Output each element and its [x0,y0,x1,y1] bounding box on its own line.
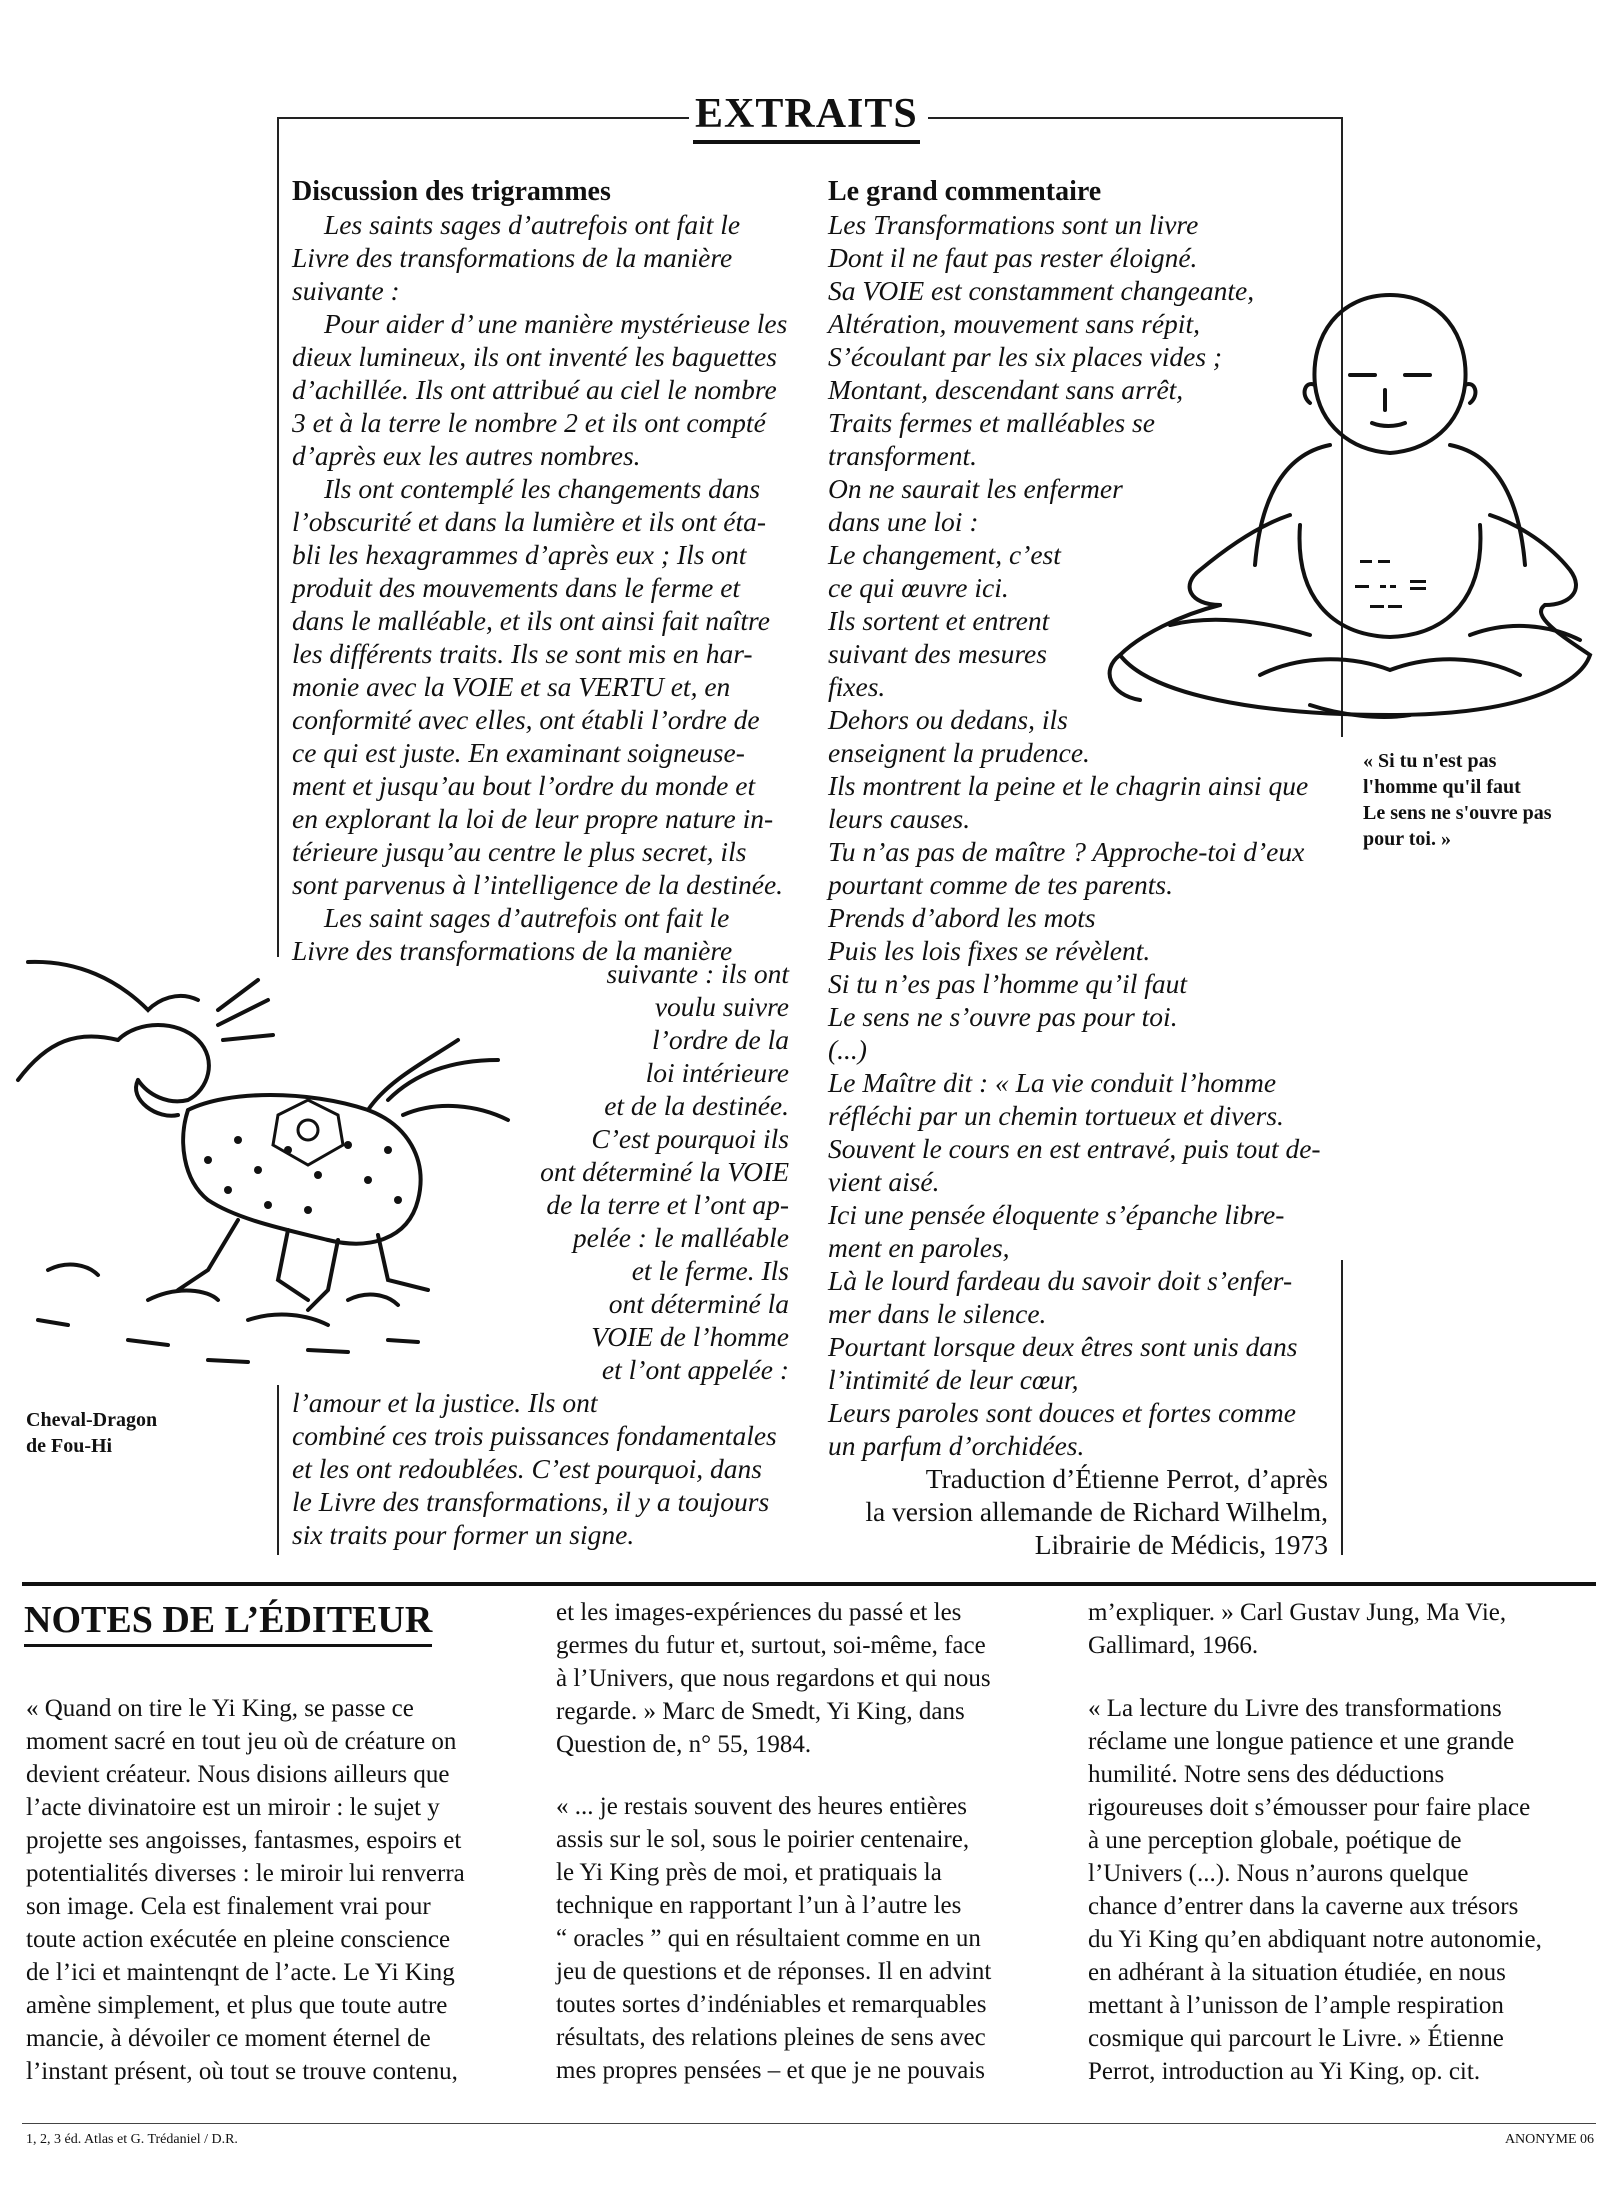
footer-credits: 1, 2, 3 éd. Atlas et G. Trédaniel / D.R. [26,2132,238,2147]
dragon-horse-illustration [8,940,528,1400]
footer-page-label: ANONYME 06 [1504,2132,1594,2147]
notes-column-1 [26,1692,526,2088]
left-text-line: loi intérieure [645,1057,789,1088]
right-text-line: Traits fermes et malléables se [828,407,1155,438]
notes-text-line: à l’Univers, que nous regardons et qui nous [556,1665,991,1692]
left-text-line: dans le malléable, et ils ont ainsi fait naître [292,605,770,636]
left-text-line: suivante : ils ont [606,958,789,989]
notes-text-line: mes propres pensées – et que je ne pouvais [556,2057,986,2084]
left-text-line: sont parvenus à l’intelligence de la destinée. [292,869,784,900]
right-text-line: Le changement, c’est [828,539,1061,570]
notes-text-line: l’acte divinatoire est un miroir : le sujet y [26,1794,440,1821]
notes-text-line: Perrot, introduction au Yi King, op. cit. [1088,2058,1481,2085]
right-text-line: leurs causes. [828,803,971,834]
notes-text-line: et les images-expériences du passé et les [556,1599,962,1626]
notes-text-line: « La lecture du Livre des transformations [1088,1695,1502,1722]
right-text-line: Sa VOIE est constamment changeante, [828,275,1255,306]
left-text-line: Les saints sages d’autrefois ont fait le [324,209,741,240]
left-text-line: l’amour et la justice. Ils ont [292,1387,598,1418]
notes-text-line: toutes sortes d’indéniables et remarquables [556,1991,987,2018]
left-heading: Discussion des trigrammes [292,176,611,207]
notes-text-line: technique en rapportant l’un à l’autre les [556,1892,962,1919]
caption-sage-line-4: pour toi. » [1363,828,1451,850]
left-text-line: le Livre des transformations, il y a toujours [292,1486,770,1517]
right-text-line: enseignent la prudence. [828,737,1090,768]
notes-text-line: mancie, à dévoiler ce moment éternel de [26,2025,431,2052]
left-text-line: Les saint sages d’autrefois ont fait le [324,902,730,933]
left-text-line: voulu suivre [654,991,789,1022]
left-text-line: VOIE de l’homme [591,1321,789,1352]
right-text-line: transforment. [828,440,977,471]
notes-title: NOTES DE L’ÉDITEUR [24,1598,432,1647]
right-heading: Le grand commentaire [828,176,1102,207]
frame-top-left [277,117,689,119]
notes-text-line: l’instant présent, où tout se trouve contenu, [26,2058,458,2085]
caption-sage [1363,748,1552,852]
credit-line: Traduction d’Étienne Perrot, d’après [925,1463,1328,1494]
right-text-line: Souvent le cours en est entravé, puis tout de- [828,1133,1321,1164]
notes-text-line: en adhérant à la situation étudiée, en nous [1088,1959,1506,1986]
left-text-line: ont déterminé la [608,1288,789,1319]
right-text-line: Leurs paroles sont douces et fortes comme [828,1397,1296,1428]
notes-text-line: « Quand on tire le Yi King, se passe ce [26,1695,414,1722]
left-text-line: Livre des transformations de la manière [292,242,733,273]
left-text-line: 3 et à la terre le nombre 2 et ils ont compté [292,407,766,438]
right-text-line: S’écoulant par les six places vides ; [828,341,1223,372]
left-text-line: suivante : [292,275,400,306]
notes-text-line: regarde. » Marc de Smedt, Yi King, dans [556,1698,965,1725]
section-title-extraits: EXTRAITS [693,92,920,144]
right-text-line: ce qui œuvre ici. [828,572,1009,603]
left-text-line: ment et jusqu’au bout l’ordre du monde et [292,770,756,801]
notes-text-line: le Yi King près de moi, et pratiquais la [556,1859,942,1886]
notes-text-line: “ oracles ” qui en résultaient comme en un [556,1925,981,1952]
notes-column-2a [556,1596,1056,1761]
right-text-line: Montant, descendant sans arrêt, [828,374,1184,405]
frame-left-bottom [277,1385,279,1555]
caption-dragon-line-2: de Fou-Hi [26,1435,113,1457]
notes-text-line: à une perception globale, poétique de [1088,1827,1462,1854]
frame-top-right [928,117,1343,119]
notes-text-line: moment sacré en tout jeu où de créature on [26,1728,457,1755]
left-text-line: dieux lumineux, ils ont inventé les baguettes [292,341,777,372]
notes-text-line: toute action exécutée en pleine conscience [26,1926,451,1953]
notes-text-line: potentialités diverses : le miroir lui renverra [26,1860,465,1887]
notes-text-line: son image. Cela est finalement vrai pour [26,1893,431,1920]
left-text-line: Ils ont contemplé les changements dans [324,473,761,504]
notes-column-2b [556,1790,1056,2087]
left-text-line: six traits pour former un signe. [292,1519,635,1550]
left-text-line: de la terre et l’ont ap- [546,1189,789,1220]
left-text-line: Livre des transformations de la manière [292,935,733,966]
right-text-line: Le sens ne s’ouvre pas pour toi. [828,1001,1178,1032]
notes-text-line: du Yi King qu’en abdiquant notre autonomie, [1088,1926,1542,1953]
notes-column-3b [1088,1692,1588,2088]
right-text-line: fixes. [828,671,886,702]
left-text-line: et les ont redoublées. C’est pourquoi, dans [292,1453,762,1484]
right-text-line: Ils sortent et entrent [828,605,1050,636]
right-text-line: On ne saurait les enfermer [828,473,1123,504]
left-text-line: et l’ont appelée : [601,1354,789,1385]
notes-text-line: mettant à l’unisson de l’ample respiration [1088,1992,1504,2019]
right-text-line: Là le lourd fardeau du savoir doit s’enfer- [828,1265,1293,1296]
left-text-line: l’obscurité et dans la lumière et ils ont éta- [292,506,767,537]
credit-line: Librairie de Médicis, 1973 [1034,1529,1328,1560]
right-text-line: Dont il ne faut pas rester éloigné. [828,242,1198,273]
notes-text-line: jeu de questions et de réponses. Il en advint [556,1958,992,1985]
right-text-line: ment en paroles, [828,1232,1010,1263]
left-column [292,175,792,967]
left-text-line: bli les hexagrammes d’après eux ; Ils ont [292,539,747,570]
right-text-line: réfléchi par un chemin tortueux et divers. [828,1100,1284,1131]
credit-line: la version allemande de Richard Wilhelm, [865,1496,1328,1527]
frame-left [277,117,279,957]
left-text-line: monie avec la VOIE et sa VERTU et, en [292,671,731,702]
left-text-line: C’est pourquoi ils [591,1123,789,1154]
left-text-line: et de la destinée. [604,1090,789,1121]
seated-sage-illustration [1060,275,1605,750]
right-text-line: Ici une pensée éloquente s’épanche libre- [828,1199,1285,1230]
right-text-line: Pourtant lorsque deux êtres sont unis dans [828,1331,1298,1362]
caption-sage-line-1: « Si tu n'est pas [1363,750,1497,772]
right-text-line: vient aisé. [828,1166,940,1197]
right-text-line: suivant des mesures [828,638,1047,669]
right-text-line: Le Maître dit : « La vie conduit l’homme [828,1067,1277,1098]
left-text-line: ont déterminé la VOIE [540,1156,789,1187]
caption-sage-line-3: Le sens ne s'ouvre pas [1363,802,1552,824]
right-text-line: Altération, mouvement sans répit, [828,308,1200,339]
notes-text-line: m’expliquer. » Carl Gustav Jung, Ma Vie, [1088,1599,1507,1626]
notes-text-line: réclame une longue patience et une grande [1088,1728,1515,1755]
notes-text-line: chance d’entrer dans la caverne aux trésors [1088,1893,1519,1920]
frame-right-bottom [1341,1260,1343,1555]
left-text-line: ce qui est juste. En examinant soigneuse- [292,737,745,768]
left-text-line: et le ferme. Ils [631,1255,789,1286]
caption-dragon [26,1407,157,1459]
right-text-line: Les Transformations sont un livre [828,209,1199,240]
notes-text-line: projette ses angoisses, fantasmes, espoirs et [26,1827,462,1854]
left-text-line: d’après eux les autres nombres. [292,440,641,471]
left-text-line: en explorant la loi de leur propre nature in- [292,803,774,834]
notes-top-rule [22,1582,1596,1586]
right-text-line: un parfum d’orchidées. [828,1430,1085,1461]
notes-text-line: « ... je restais souvent des heures entières [556,1793,967,1820]
left-text-line: combiné ces trois puissances fondamentales [292,1420,777,1451]
right-text-line: (...) [828,1034,867,1065]
notes-text-line: cosmique qui parcourt le Livre. » Étienne [1088,2025,1504,2052]
notes-text-line: Question de, n° 55, 1984. [556,1731,812,1758]
notes-text-line: de l’ici et maintenqnt de l’acte. Le Yi King [26,1959,455,1986]
right-text-line: mer dans le silence. [828,1298,1047,1329]
notes-text-line: rigoureuses doit s’émousser pour faire place [1088,1794,1531,1821]
left-text-line: conformité avec elles, ont établi l’ordre de [292,704,760,735]
left-body [292,208,792,967]
left-text-line: produit des mouvements dans le ferme et [292,572,741,603]
notes-column-3a [1088,1596,1588,1662]
caption-dragon-line-1: Cheval-Dragon [26,1409,158,1431]
notes-text-line: devient créateur. Nous disions ailleurs que [26,1761,450,1788]
right-text-line: Puis les lois fixes se révèlent. [828,935,1151,966]
left-text-line: d’achillée. Ils ont attribué au ciel le nombre [292,374,777,405]
notes-text-line: amène simplement, et plus que toute autre [26,1992,448,2019]
right-text-line: dans une loi : [828,506,979,537]
left-text-line: les différents traits. Ils se sont mis en har- [292,638,753,669]
notes-text-line: l’Univers (...). Nous n’aurons quelque [1088,1860,1469,1887]
right-credit [828,1462,1328,1561]
right-text-line: Dehors ou dedans, ils [828,704,1068,735]
left-text-line: Pour aider d’ une manière mystérieuse les [324,308,788,339]
notes-text-line: Gallimard, 1966. [1088,1632,1259,1659]
left-text-line: pelée : le malléable [572,1222,789,1253]
notes-text-line: humilité. Notre sens des déductions [1088,1761,1445,1788]
right-text-line: l’intimité de leur cœur, [828,1364,1079,1395]
notes-text-line: assis sur le sol, sous le poirier centenaire, [556,1826,970,1853]
notes-text-line: résultats, des relations pleines de sens avec [556,2024,986,2051]
footer-rule [22,2123,1596,2124]
right-text-line: Si tu n’es pas l’homme qu’il faut [828,968,1187,999]
right-text-line: pourtant comme de tes parents. [828,869,1173,900]
right-text-line: Prends d’abord les mots [828,902,1096,933]
caption-sage-line-2: l'homme qu'il faut [1363,776,1521,798]
left-text-line: l’ordre de la [652,1024,789,1055]
left-text-line: térieure jusqu’au centre le plus secret, ils [292,836,747,867]
right-text-line: Ils montrent la peine et le chagrin ainsi que [828,770,1309,801]
right-text-line: Tu n’as pas de maître ? Approche-toi d’eux [828,836,1305,867]
notes-text-line: germes du futur et, surtout, soi-même, face [556,1632,986,1659]
